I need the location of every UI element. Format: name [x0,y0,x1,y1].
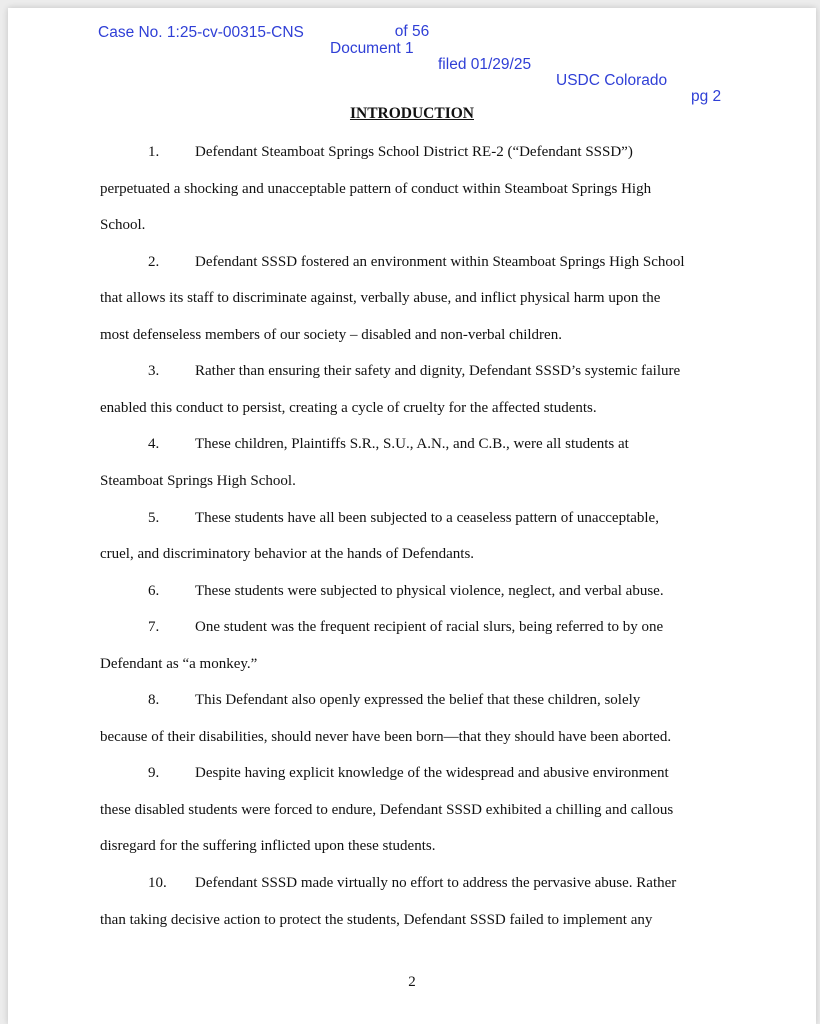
paragraph-number: 10. [148,875,167,891]
paragraph-line: These students were subjected to physical violence, neglect, and verbal abuse. [195,582,664,599]
paragraph-line: Rather than ensuring their safety and dignity, Defendant SSSD’s systemic failure [195,363,681,380]
paragraph-number: 9. [148,765,160,782]
paragraph-line: One student was the frequent recipient of racial slurs, being referred to by one [195,619,664,636]
paragraph-number: 8. [148,692,160,709]
page-number: 2 [408,974,416,990]
paragraph-number: 7. [148,619,160,636]
filed-date: filed 01/29/25 [438,56,532,73]
paragraph-line: that allows its staff to discriminate against, verbally abuse, and inflict physical harm upon the [100,290,661,307]
court-name: USDC Colorado [556,72,668,89]
paragraph-number: 1. [148,144,160,160]
paragraph-line: These children, Plaintiffs S.R., S.U., A.N., and C.B., were all students at [195,436,629,453]
paragraph-number: 3. [148,363,160,380]
paragraph-number: 4. [148,436,160,453]
paragraph-line: Defendant SSSD fostered an environment within Steamboat Springs High School [195,253,685,270]
page-label: pg 2 [691,88,722,105]
paragraph-line: This Defendant also openly expressed the belief that these children, solely [195,692,641,709]
paragraph-number: 6. [148,582,160,599]
paragraph-line: most defenseless members of our society – disabled and non-verbal children. [100,326,562,343]
paragraph-line: Defendant Steamboat Springs School District RE-2 (“Defendant SSSD”) [195,144,633,160]
paragraph-number: 2. [148,253,160,270]
paragraph-line: Steamboat Springs High School. [100,472,296,489]
paragraph-line: Defendant as “a monkey.” [100,655,258,672]
case-number: Case No. 1:25-cv-00315-CNS [98,24,304,41]
section-title: INTRODUCTION [349,105,474,122]
paragraph-line: School. [100,217,146,234]
paragraph-line: enabled this conduct to persist, creating a cycle of cruelty for the affected students. [100,399,597,416]
paragraph-line: than taking decisive action to protect the students, Defendant SSSD failed to implement any [100,911,653,928]
paragraph-number: 5. [148,509,160,526]
paragraph-line: These students have all been subjected to a ceaseless pattern of unacceptable, [195,509,659,526]
paragraph-line: disregard for the suffering inflicted upon these students. [100,838,436,855]
paragraph-line: Defendant SSSD made virtually no effort to address the pervasive abuse. Rather [195,875,677,891]
page-total: of 56 [394,23,430,40]
paragraph-line: perpetuated a shocking and unacceptable pattern of conduct within Steamboat Springs High [100,180,652,197]
document-number: Document 1 [330,40,414,57]
paragraph-line: because of their disabilities, should never have been born—that they should have been aborted. [100,728,672,745]
paragraph-line: cruel, and discriminatory behavior at the hands of Defendants. [100,546,475,563]
paragraph-line: these disabled students were forced to endure, Defendant SSSD exhibited a chilling and callous [100,801,674,818]
document-page [8,8,816,1024]
paragraph-line: Despite having explicit knowledge of the widespread and abusive environment [195,765,669,782]
